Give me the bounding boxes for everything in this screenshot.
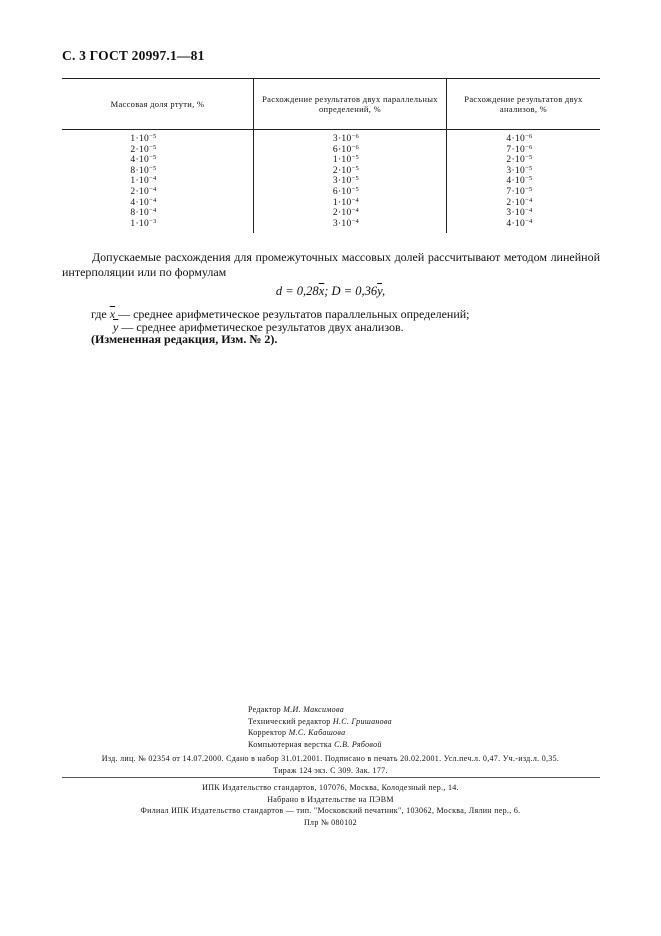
publication-line-1: Изд. лиц. № 02354 от 14.07.2000. Сдано в набор 31.01.2001. Подписано в печать 20.02.2001. Усл.печ.л. 0,47. Уч.-изд.л. 0,35. <box>101 754 560 763</box>
formula <box>0 284 661 299</box>
table-cell: $4\cdot 10^{-5}$ <box>130 154 157 166</box>
table-cell: $8\cdot 10^{-5}$ <box>130 164 157 176</box>
table-cell: $6\cdot 10^{-5}$ <box>332 185 360 197</box>
table-cell: $1\cdot 10^{-3}$ <box>130 217 157 229</box>
footer-line-2: Набрано в Издательстве на ПЭВМ <box>267 794 394 804</box>
column-header-parallel-discrepancy: Расхождение результатов двух параллельных определений, % <box>254 79 447 130</box>
table-cell: $1\cdot 10^{-4}$ <box>332 196 360 208</box>
table-cell: $8\cdot 10^{-4}$ <box>130 207 157 219</box>
publisher-footer <box>0 782 661 828</box>
footer-line-1: ИПК Издательство стандартов, 107076, Москва, Колодезный пер., 14. <box>202 783 459 792</box>
table-cell: $4\cdot 10^{-5}$ <box>506 175 533 187</box>
staff-credit: Корректор М.С. Кабашова <box>248 728 346 737</box>
table-cell: $1\cdot 10^{-5}$ <box>130 133 157 144</box>
table-cell: $4\cdot 10^{-4}$ <box>130 196 157 208</box>
y-description: — среднее арифметическое результатов двух анализов. <box>121 320 404 334</box>
divider <box>62 777 600 778</box>
body-paragraph: Допускаемые расхождения для промежуточных массовых долей рассчитывают методом линейной интерполяции или по формулам <box>62 250 600 279</box>
formula-D: D = 0,36 <box>331 284 378 298</box>
table-cell: $3\cdot 10^{-4}$ <box>506 207 533 219</box>
table-cell: $1\cdot 10^{-4}$ <box>130 175 157 187</box>
footer-line-3: Филиал ИПК Издательство стандартов — тип. "Московский печатник", 103062, Москва, Лялин пер., 6. <box>140 806 521 815</box>
x-mean-symbol: $\overline{x}$ <box>109 307 116 321</box>
formula-y-mean: $\overline{y}$ <box>377 284 382 298</box>
publication-line-2: Тираж 124 экз. С 309. Зак. 177. <box>273 765 388 775</box>
x-description: — среднее арифметическое результатов параллельных определений; <box>118 307 470 321</box>
formula-end: , <box>382 284 386 298</box>
edition-note: (Измененная редакция, Изм. № 2). <box>91 332 278 346</box>
y-mean-symbol: $\overline{y}$ <box>113 320 119 334</box>
table-cell: $2\cdot 10^{-5}$ <box>130 143 157 155</box>
data-table <box>62 78 600 233</box>
table-cell: $3\cdot 10^{-5}$ <box>332 175 360 187</box>
staff-credits <box>248 704 508 750</box>
mass-fraction-values <box>62 134 253 229</box>
table-cell: $2\cdot 10^{-4}$ <box>506 196 533 208</box>
table-cell: $2\cdot 10^{-5}$ <box>332 164 360 176</box>
page-title: С. 3 ГОСТ 20997.1—81 <box>62 48 205 63</box>
table-cell: $2\cdot 10^{-4}$ <box>332 207 360 219</box>
table-cell: $7\cdot 10^{-5}$ <box>506 185 533 197</box>
analysis-discrepancy-values <box>447 134 600 229</box>
table-cell: $2\cdot 10^{-4}$ <box>130 185 157 197</box>
table-cell: $4\cdot 10^{-6}$ <box>506 133 533 144</box>
table-cell: $6\cdot 10^{-6}$ <box>332 143 360 155</box>
staff-credit: Компьютерная верстка С.В. Рябовой <box>248 739 382 749</box>
column-header-analysis-discrepancy: Расхождение результатов двух анализов, % <box>447 79 601 130</box>
staff-credit: Технический редактор Н.С. Гришанова <box>248 716 392 726</box>
footer-line-4: Плр № 080102 <box>303 817 357 827</box>
where-label: где <box>91 307 107 321</box>
publication-info <box>0 753 661 776</box>
table-cell: $3\cdot 10^{-6}$ <box>332 133 360 144</box>
table-cell: $1\cdot 10^{-5}$ <box>332 154 360 166</box>
parallel-discrepancy-values <box>254 134 446 229</box>
formula-separator: ; <box>324 284 332 298</box>
staff-credit: Редактор М.И. Максимова <box>248 705 345 714</box>
column-header-mass-fraction: Массовая доля ртути, % <box>62 79 254 130</box>
formula-x-mean: $\overline{x}$ <box>318 284 325 298</box>
table-cell: $7\cdot 10^{-6}$ <box>506 143 533 155</box>
table-cell: $3\cdot 10^{-4}$ <box>332 217 360 229</box>
table-cell: $2\cdot 10^{-5}$ <box>506 154 533 166</box>
table-cell: $4\cdot 10^{-4}$ <box>506 217 533 229</box>
table-cell: $3\cdot 10^{-5}$ <box>506 164 533 176</box>
formula-d: d = 0,28 <box>275 284 319 298</box>
